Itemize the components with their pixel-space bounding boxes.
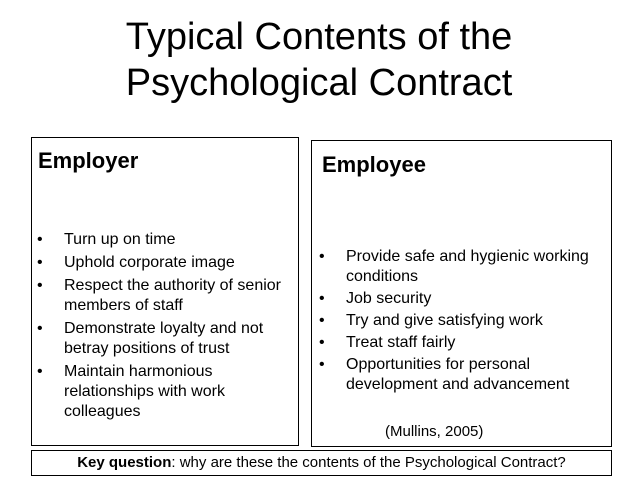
slide-title-line-2: Psychological Contract	[125, 62, 513, 104]
citation: (Mullins, 2005)	[385, 423, 484, 440]
key-question-label: Key question	[77, 454, 172, 471]
employee-item-text: Opportunities for personal development and advancement	[346, 356, 570, 393]
employer-item	[37, 253, 295, 273]
bullet-icon: •	[319, 334, 325, 351]
employee-item	[319, 355, 609, 395]
employer-item-text: Turn up on time	[64, 231, 176, 248]
key-question-bar	[31, 450, 612, 476]
employer-heading: Employer	[38, 148, 139, 173]
bullet-icon: •	[319, 312, 325, 329]
slide-title	[0, 14, 638, 106]
bullet-icon: •	[37, 320, 43, 337]
employer-item	[37, 276, 295, 316]
employer-list	[37, 230, 295, 425]
employer-item-text: Maintain harmonious relationships with work colleagues	[64, 363, 225, 420]
employer-item-text: Respect the authority of senior members of staff	[64, 277, 282, 314]
key-question-text: : why are these the contents of the Psychological Contract?	[171, 454, 566, 471]
employee-item	[319, 247, 609, 287]
employer-item	[37, 362, 295, 422]
employee-item	[319, 333, 609, 353]
bullet-icon: •	[37, 231, 43, 248]
employer-item	[37, 319, 295, 359]
employer-box	[31, 137, 299, 446]
bullet-icon: •	[319, 248, 325, 265]
bullet-icon: •	[37, 254, 43, 271]
bullet-icon: •	[37, 363, 43, 380]
employee-item-text: Job security	[346, 290, 432, 307]
bullet-icon: •	[37, 277, 43, 294]
employee-heading: Employee	[322, 152, 426, 177]
bullet-icon: •	[319, 356, 325, 373]
employee-item-text: Provide safe and hygienic working conditions	[346, 248, 589, 285]
slide-title-line-1: Typical Contents of the	[125, 16, 513, 58]
employee-item	[319, 311, 609, 331]
employer-item-text: Demonstrate loyalty and not betray positions of trust	[64, 320, 264, 357]
employee-item-text: Try and give satisfying work	[346, 312, 543, 329]
employee-list	[319, 247, 609, 397]
bullet-icon: •	[319, 290, 325, 307]
employee-item	[319, 289, 609, 309]
employee-item-text: Treat staff fairly	[346, 334, 456, 351]
employer-item-text: Uphold corporate image	[64, 254, 235, 271]
employer-item	[37, 230, 295, 250]
employee-box	[311, 140, 612, 447]
